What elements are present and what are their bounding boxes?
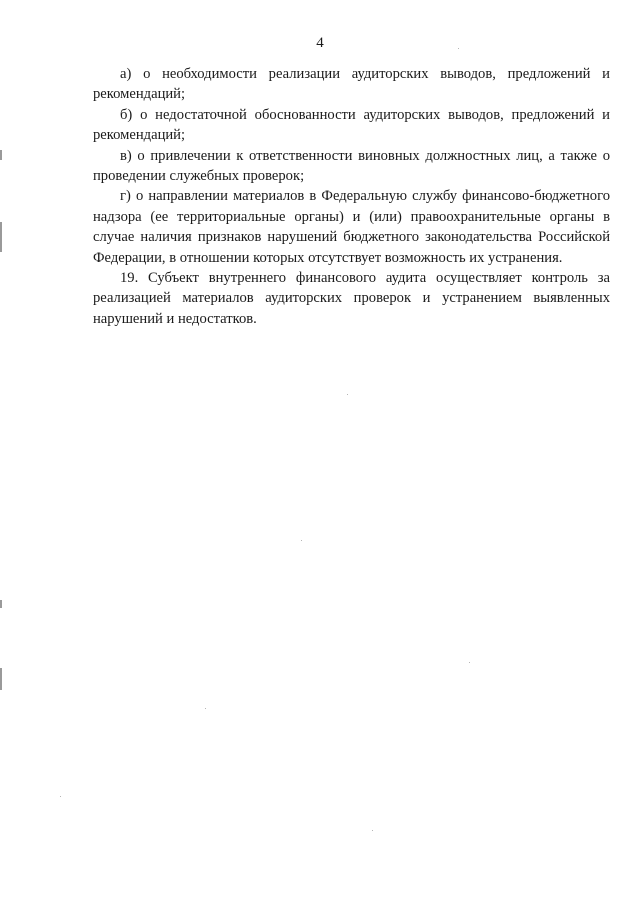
paragraph-item-g: г) о направлении материалов в Федеральную службу финансово-бюджетного надзора (ее территориальные органы) и (или) правоохранительные органы в случае наличия признаков нарушений бюджетного законодательства Российской Федерации, в отношении которых отсутствует возможность их устранения. (93, 188, 610, 266)
scan-mark (0, 150, 2, 160)
scan-speck (458, 48, 459, 49)
scan-speck (469, 662, 470, 663)
paragraph-item-b: б) о недостаточной обоснованности аудиторских выводов, предложений и рекомендаций; (93, 106, 610, 144)
paragraph-item-v: в) о привлечении к ответственности виновных должностных лиц, а также о проведении служебных проверок; (93, 147, 610, 185)
scan-speck (301, 540, 302, 541)
scan-mark (0, 668, 2, 690)
scan-speck (372, 830, 373, 831)
scan-speck (60, 796, 61, 797)
paragraph-item-a: а) о необходимости реализации аудиторских выводов, предложений и рекомендаций; (93, 66, 610, 103)
page-number: 4 (316, 35, 324, 51)
scan-mark (0, 222, 2, 252)
scan-mark (0, 600, 2, 608)
scan-speck (205, 708, 206, 709)
scan-speck (347, 394, 348, 395)
paragraph-19: 19. Субъект внутреннего финансового аудита осуществляет контроль за реализацией материалов аудиторских проверок и устранением выявленных нарушений и недостатков. (93, 270, 610, 327)
document-body (93, 64, 610, 329)
